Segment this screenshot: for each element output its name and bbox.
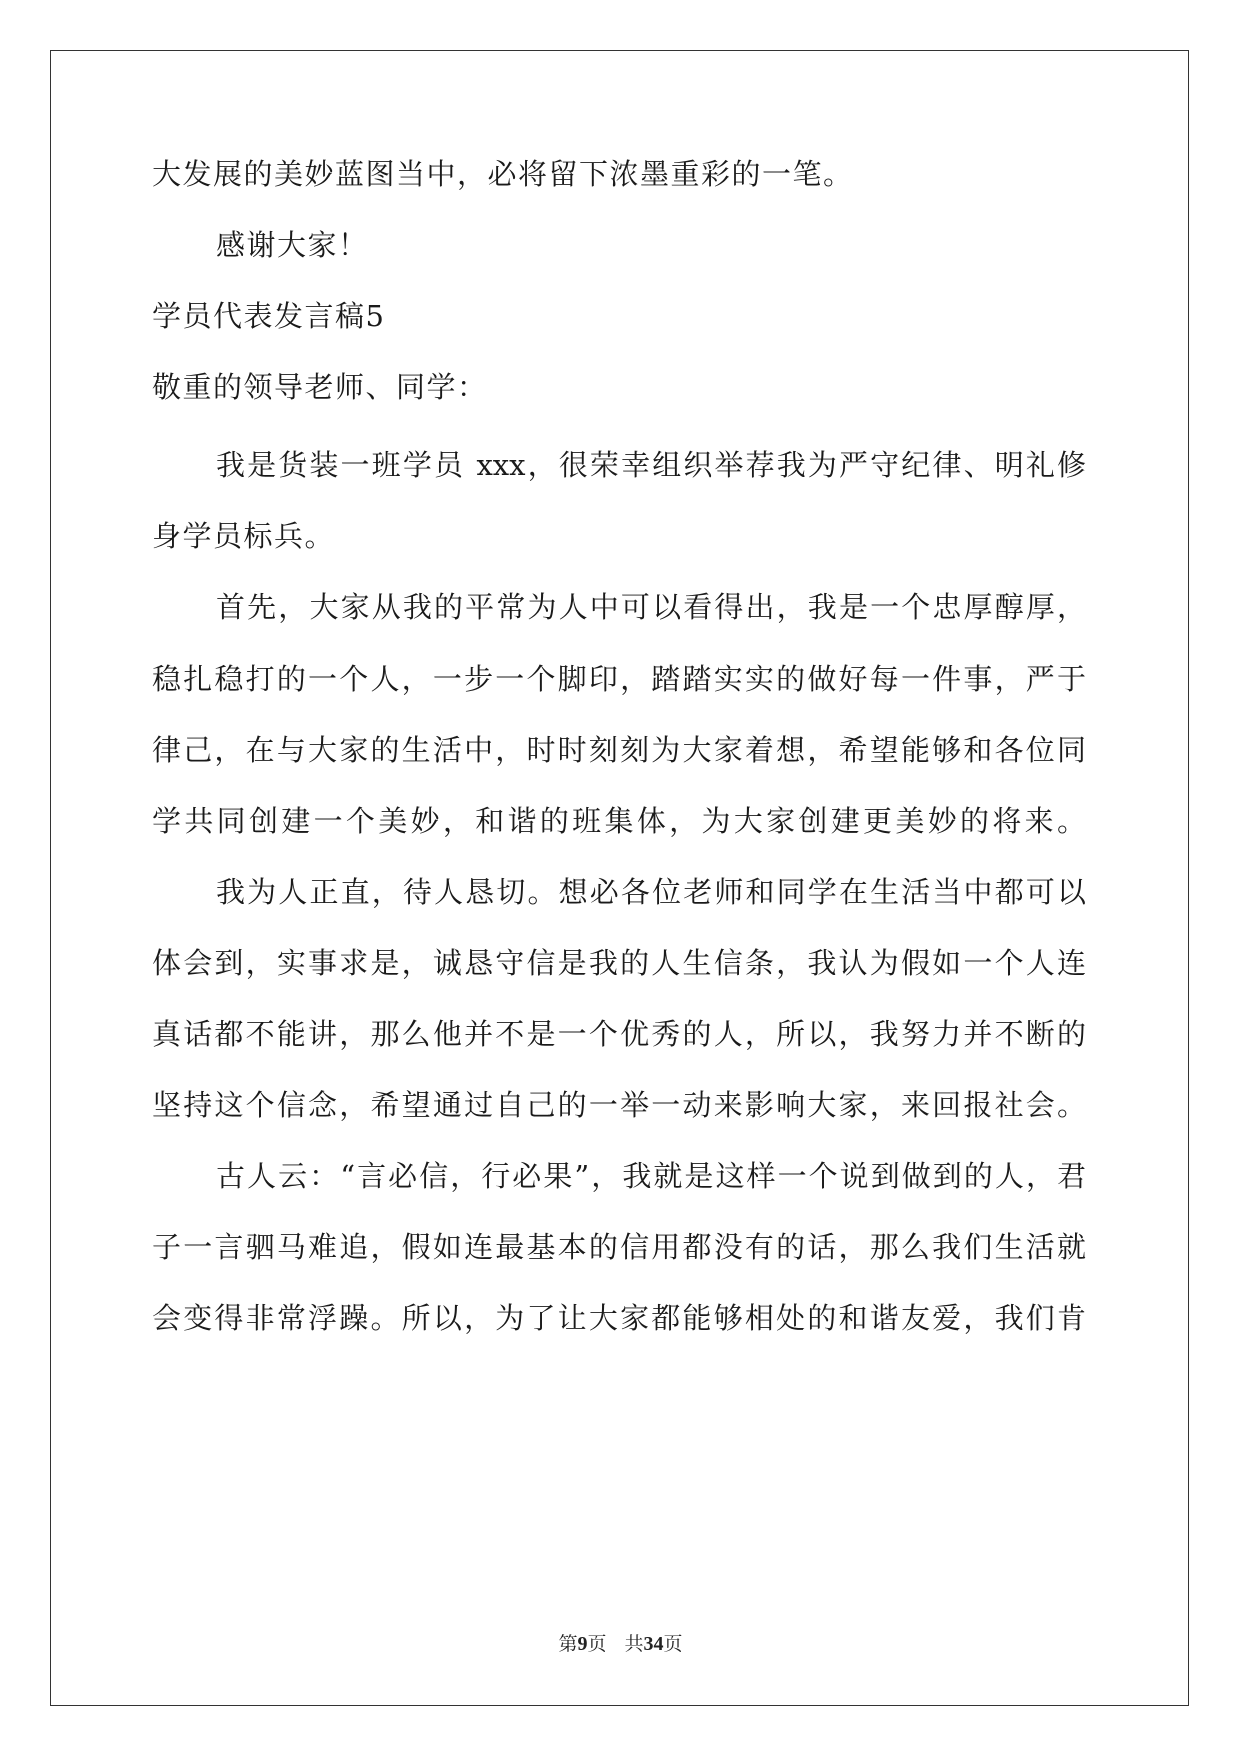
page-prefix: 第 [558,1633,578,1655]
total-suffix: 页 [663,1633,683,1655]
page-suffix: 页 [587,1633,607,1655]
section-heading: 学员代表发言稿5 [152,299,386,333]
text-line: 大发展的美妙蓝图当中，必将留下浓墨重彩的一笔。 [152,157,854,191]
page-number: 9 [577,1633,588,1655]
text-line: 稳扎稳打的一个人，一步一个脚印，踏踏实实的做好每一件事，严于 [152,662,1086,696]
text-line: 子一言驷马难追，假如连最基本的信用都没有的话，那么我们生活就 [152,1230,1086,1264]
total-prefix: 共 [624,1633,644,1655]
text-line: 坚持这个信念，希望通过自己的一举一动来影响大家，来回报社会。 [152,1088,1086,1122]
text-line: 古人云：“言必信，行必果”，我就是这样一个说到做到的人，君 [216,1159,1086,1193]
page-footer [0,1632,1241,1656]
text-line: 身学员标兵。 [152,519,336,553]
text-line: 我为人正直，待人恳切。想必各位老师和同学在生活当中都可以 [216,875,1086,909]
salutation: 敬重的领导老师、同学： [152,370,488,404]
text-line: 体会到，实事求是，诚恳守信是我的人生信条，我认为假如一个人连 [152,946,1086,980]
text-line: 我是货装一班学员 xxx，很荣幸组织举荐我为严守纪律、明礼修 [216,448,1086,482]
text-line: 律己，在与大家的生活中，时时刻刻为大家着想，希望能够和各位同 [152,733,1086,767]
total-pages: 34 [643,1633,664,1655]
text-line: 会变得非常浮躁。所以，为了让大家都能够相处的和谐友爱，我们肯 [152,1301,1086,1335]
text-line: 感谢大家！ [216,228,369,262]
text-line: 学共同创建一个美妙，和谐的班集体，为大家创建更美妙的将来。 [152,804,1086,838]
text-line: 真话都不能讲，那么他并不是一个优秀的人，所以，我努力并不断的 [152,1017,1086,1051]
text-line: 首先，大家从我的平常为人中可以看得出，我是一个忠厚醇厚， [216,590,1086,624]
